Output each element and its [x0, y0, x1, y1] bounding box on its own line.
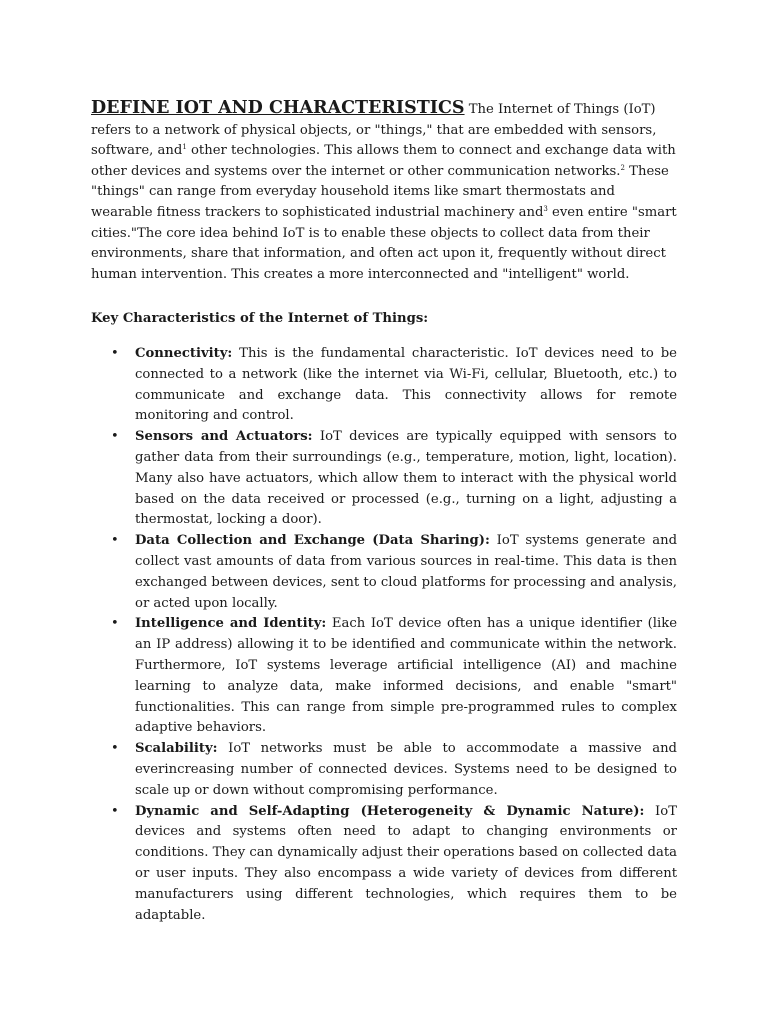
intro-text-4: even entire "smart cities."The core idea behind IoT is to enable these objects to collect data from their environments, share that information, and often act upon it, frequently without direct human intervention. This creates a more interconnected and "intelligent" world.	[91, 204, 677, 282]
bullet-icon: •	[111, 803, 119, 819]
page-title: DEFINE IOT AND CHARACTERISTICS	[91, 98, 465, 118]
intro-text-3: These "things" can range from everyday household items like smart thermostats and wearable fitness trackers to sophisticated industrial machinery and	[91, 163, 669, 220]
list-item	[111, 802, 677, 927]
item-text: Each IoT device often has a unique identifier (like an IP address) allowing it to be identified and communicate within the network. Furthermore, IoT systems leverage artificial intelligence (AI) and machine learning to analyze data, make informed decisions, and enable "smart" functionalities. This can range from simple pre-programmed rules to complex adaptive behaviors.	[135, 616, 678, 736]
characteristics-list	[111, 344, 678, 926]
list-item	[111, 614, 678, 739]
item-text: This is the fundamental characteristic. IoT devices need to be connected to a network (like the internet via Wi-Fi, cellular, Bluetooth, etc.) to communicate and exchange data. This connectivity allows for remote monitoring and control.	[135, 346, 677, 424]
intro-text-2: other technologies. This allows them to connect and exchange data with other devices and systems over the internet or other communication networks.	[91, 143, 676, 179]
list-item	[111, 739, 677, 801]
section-subheading: Key Characteristics of the Internet of Things:	[91, 311, 429, 326]
item-text: IoT devices and systems often need to adapt to changing environments or conditions. They can dynamically adjust their operations based on collected data or user inputs. They also encompass a wide variety of devices from different manufacturers using different technologies, which requires them to be adaptable.	[135, 803, 677, 923]
bullet-icon: •	[111, 533, 119, 549]
bullet-icon: •	[111, 346, 119, 361]
list-item	[111, 427, 677, 531]
item-term: Dynamic and Self-Adapting (Heterogeneity & Dynamic Nature):	[135, 803, 645, 819]
bullet-icon: •	[111, 429, 119, 445]
footnote-ref-1[interactable]: 1	[182, 143, 187, 152]
item-text: IoT systems generate and collect vast amounts of data from various sources in real-time. This data is then exchanged between devices, sent to cloud platforms for processing and analysis, or acted upon locally.	[135, 533, 678, 611]
item-term: Scalability:	[135, 741, 218, 757]
footnote-ref-2[interactable]: 2	[620, 163, 625, 172]
item-text: IoT networks must be able to accommodate a massive and everincreasing number of connected devices. Systems need to be designed to scale up or down without compromising performance.	[135, 741, 677, 798]
item-term: Intelligence and Identity:	[135, 616, 327, 632]
item-text: IoT devices are typically equipped with sensors to gather data from their surroundings (e.g., temperature, motion, light, location). Many also have actuators, which allow them to interact with the physical world based on the data received or processed (e.g., turning on a light, adjusting a thermostat, locking a door).	[135, 429, 677, 528]
footnote-ref-3[interactable]: 3	[543, 204, 548, 213]
intro-text-1: The Internet of Things (IoT) refers to a network of physical objects, or "things," that are embedded with sensors, software, and	[91, 102, 657, 159]
bullet-icon: •	[111, 616, 119, 632]
list-item	[111, 344, 677, 427]
bullet-icon: •	[111, 741, 119, 757]
item-term: Connectivity:	[135, 346, 233, 361]
item-term: Sensors and Actuators:	[135, 429, 313, 445]
item-term: Data Collection and Exchange (Data Sharing):	[135, 533, 490, 549]
intro-paragraph	[91, 98, 677, 285]
list-item	[111, 531, 678, 614]
